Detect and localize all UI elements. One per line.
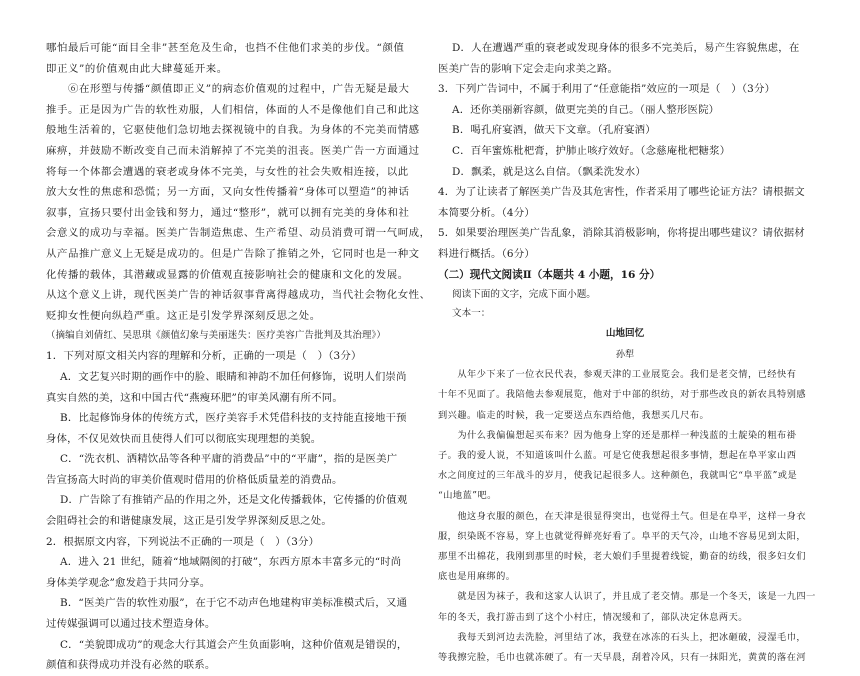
question-stem: 2．根据原文内容，下列说法不正确的一项是（ ）（3分） <box>46 535 320 548</box>
answer-option-line: C．“洗衣机、洒精饮品等各种平庸的消费品”中的“平庸”，指的是医美广 <box>60 453 398 466</box>
q3-option-d: D．飘柔，就是这么自信。（飘柔洗发水） <box>452 165 646 178</box>
answer-option-line: 身体，不仅见效快而且使得人们可以彻底实现理想的美貌。 <box>46 432 322 445</box>
text-label: 文本一： <box>452 308 491 320</box>
q2-option-d-line1: D．人在遭遇严重的衰老或发现身体的很多不完美后，易产生容貌焦虑，在 <box>452 42 800 54</box>
passage-line: 叙事，宣扬只要付出金钱和努力，通过“整形”，就可以拥有完美的身体和社 <box>46 206 410 219</box>
answer-option-line: A．进入 21 世纪，随着“地域隔阂的打破”，东西方原本丰富多元的“时尚 <box>60 556 402 569</box>
passage-line: 般地生活着的，它驱使他们急切地去探视镜中的自我。为身体的不完美而情感 <box>46 124 420 137</box>
story-line: 水之间度过的三年战斗的岁月，使我记起很多人。这种颜色，我就叫它“阜平蓝”或是 <box>438 470 798 482</box>
q2-option-d-line2: 医美广告的影响下定会走向求美之路。 <box>438 62 619 75</box>
question-stem: 1．下列对原文相关内容的理解和分析，正确的一项是（ ）（3分） <box>46 350 362 363</box>
passage-line: 推手。正是因为广告的软性劝服，人们相信，体面的人不是像他们自己和此这 <box>46 103 420 116</box>
q3-stem: 3．下列广告词中，不属于利用了“任意能指”效应的一项是（ ）（3分） <box>438 83 776 96</box>
q5-stem-line2: 料进行概括。（6分） <box>438 247 535 260</box>
passage-line: 从产品推广意义上无疑是成功的。但是广告除了推销之外，它同时也是一种文 <box>46 247 420 260</box>
passage-line: 化传播的载体，其潜藏或显露的价值观直接影响社会的健康和文化的发展。 <box>46 268 409 281</box>
passage-line: 即正义”的价值观由此大肆蔓延开来。 <box>46 62 228 75</box>
story-line: 等我擦完脸，毛巾也就冻硬了。有一天早晨，刮着冷风，只有一抹阳光，黄黄的落在河 <box>438 651 807 663</box>
story-line: “山地蓝”吧。 <box>438 490 497 502</box>
answer-option-line: 过传媒强调可以通过技术塑造身体。 <box>46 618 216 631</box>
q5-stem-line1: 5．如果要治理医美广告乱象，消除其消极影响，你将提出哪些建议？请依据材 <box>438 227 805 240</box>
q4-stem-line2: 本简要分析。（4分） <box>438 206 535 219</box>
answer-option-line: B．比起修饰身体的传统方式，医疗美容手术凭借科技的支持能直接地干预 <box>60 412 407 425</box>
passage-line: 放大女性的焦虑和恐慌；另一方面，又向女性传播着“身体可以塑造”的神话 <box>46 186 410 199</box>
answer-option-line: 颜值和获得成功并没有必然的联系。 <box>46 659 216 672</box>
q3-option-a: A．还你美丽新容颜，做更完美的自己。（丽人整形医院） <box>452 103 720 116</box>
q3-option-b: B．喝孔府宴酒，做天下文章。（孔府宴酒） <box>452 124 656 137</box>
story-line: 子。我的爱人说，不知道该叫什么蓝。可是它使我想起很多事情，想起在阜平家山西 <box>438 449 797 461</box>
answer-option-line: C．“美貌即成功”的观念大行其道会产生负面影响，这种价值观是错误的， <box>60 638 408 651</box>
passage-text <box>46 38 431 326</box>
citation: （摘编自刘倩红、吴思琪《颜值幻象与美丽迷失：医疗美容广告批判及其治理》） <box>46 330 387 342</box>
passage-line: 会意义的成功与幸福。医美广告制造焦虑、生产希望、动员消费可谓一气呵成， <box>46 227 431 240</box>
answer-option-line: 身体美学观念”愈发趋于共同分享。 <box>46 576 211 589</box>
story-line: 就是因为袜子，我和这家人认识了，并且成了老交情。那是一个冬天，该是一九四一 <box>438 591 816 603</box>
passage-line: 哪怕最后可能“面目全非”甚至危及生命，也挡不住他们求美的步伐。“颜值 <box>46 42 405 54</box>
answer-option-line: 会阻碍社会的和谐健康发展，这正是引发学界深刻反思之处。 <box>46 515 332 528</box>
story-line: 为什么我偏偏想起买布来？因为他身上穿的还是那样一种浅蓝的土靛染的粗布褂 <box>438 429 797 441</box>
section-heading: （二）现代文阅读Ⅱ（本题共 4 小题，16 分） <box>438 268 661 281</box>
answer-option-line: D．广告除了有推销产品的作用之外，还是文化传播载体，它传播的价值观 <box>60 494 408 507</box>
reading-instruction: 阅读下面的文字，完成下面小题。 <box>452 289 596 301</box>
passage-line: 将每一个体都会遭遇的衰老或身体不完美，与女性的社会失败相连接，以此 <box>46 165 409 178</box>
answer-option-line: 告宣扬高大时尚的审美价值观时借用的价格低质量差的消费品。 <box>46 473 343 486</box>
story-line: 服，织染既不容易，穿上也就觉得鲜亮好看了。阜平的天气冷，山地不容易见到太阳， <box>438 530 807 542</box>
story-line: 他这身衣服的颜色，在天津是很显得突出，也觉得土气。但是在阜平，这样一身衣 <box>438 510 807 522</box>
answer-option-line: B．“医美广告的软性劝服”，在于它不动声色地建构审美标准模式后，又通 <box>60 597 408 610</box>
story-text <box>438 365 816 668</box>
story-line: 我每天到河边去洗脸，河里结了冰，我登在冰冻的石头上，把冰砸破，浸湿毛巾， <box>438 631 807 643</box>
story-line: 到兴趣。临走的时候，我一定要送点东西给他，我想买几尺布。 <box>438 409 710 421</box>
passage-line: 贬抑女性便向纵趋严重。这正是引发学界深刻反思之处。 <box>46 309 321 322</box>
q4-stem-line1: 4．为了让读者了解医美广告及其危害性，作者采用了哪些论证方法？请根据文 <box>438 186 805 199</box>
story-title: 山地回忆 <box>605 328 645 340</box>
story-line: 从年少下来了一位衣民代表，参观天津的工业展览会。我们是老交情，已经快有 <box>438 369 797 381</box>
story-line: 底也是用麻绑的。 <box>438 571 516 583</box>
right-column <box>438 38 816 668</box>
story-line: 十年不见面了。我陪他去参观展览，他对于中部的织纺，对于那些改良的新农具特别感 <box>438 389 807 401</box>
question-list <box>46 346 410 676</box>
story-line: 年的冬天，我打游击到了这个小村庄，情况缓和了，部队决定休息两天。 <box>438 611 748 623</box>
passage-line: 麻痹，并鼓励不断改变自己而未消解掉了不完美的沮丧。医美广告一方面通过 <box>46 144 420 157</box>
q3-option-c: C．百年蜜炼枇杷膏，护肺止咳疗效好。（念慈庵枇杷糖浆） <box>452 144 731 157</box>
passage-line: ⑥在形塑与传播“颜值即正义”的病态价值观的过程中，广告无疑是最大 <box>46 83 410 96</box>
passage-line: 从这个意义上讲，现代医美广告的神话叙事背离得越成功，当代社会物化女性、 <box>46 289 431 302</box>
answer-option-line: A．文艺复兴时期的画作中的脸、眼睛和神韵不加任何修饰，说明人们崇尚 <box>60 370 407 383</box>
story-line: 那里不出棉花，我刚到那里的时候，老大娘们手里提着线锭，勤奋的纺线，很多妇女们 <box>438 550 807 562</box>
answer-option-line: 真实自然的美，这和中国古代“燕瘦环肥”的审美风潮有所不同。 <box>46 391 343 404</box>
left-column <box>46 38 431 676</box>
story-author: 孙犁 <box>615 349 635 361</box>
